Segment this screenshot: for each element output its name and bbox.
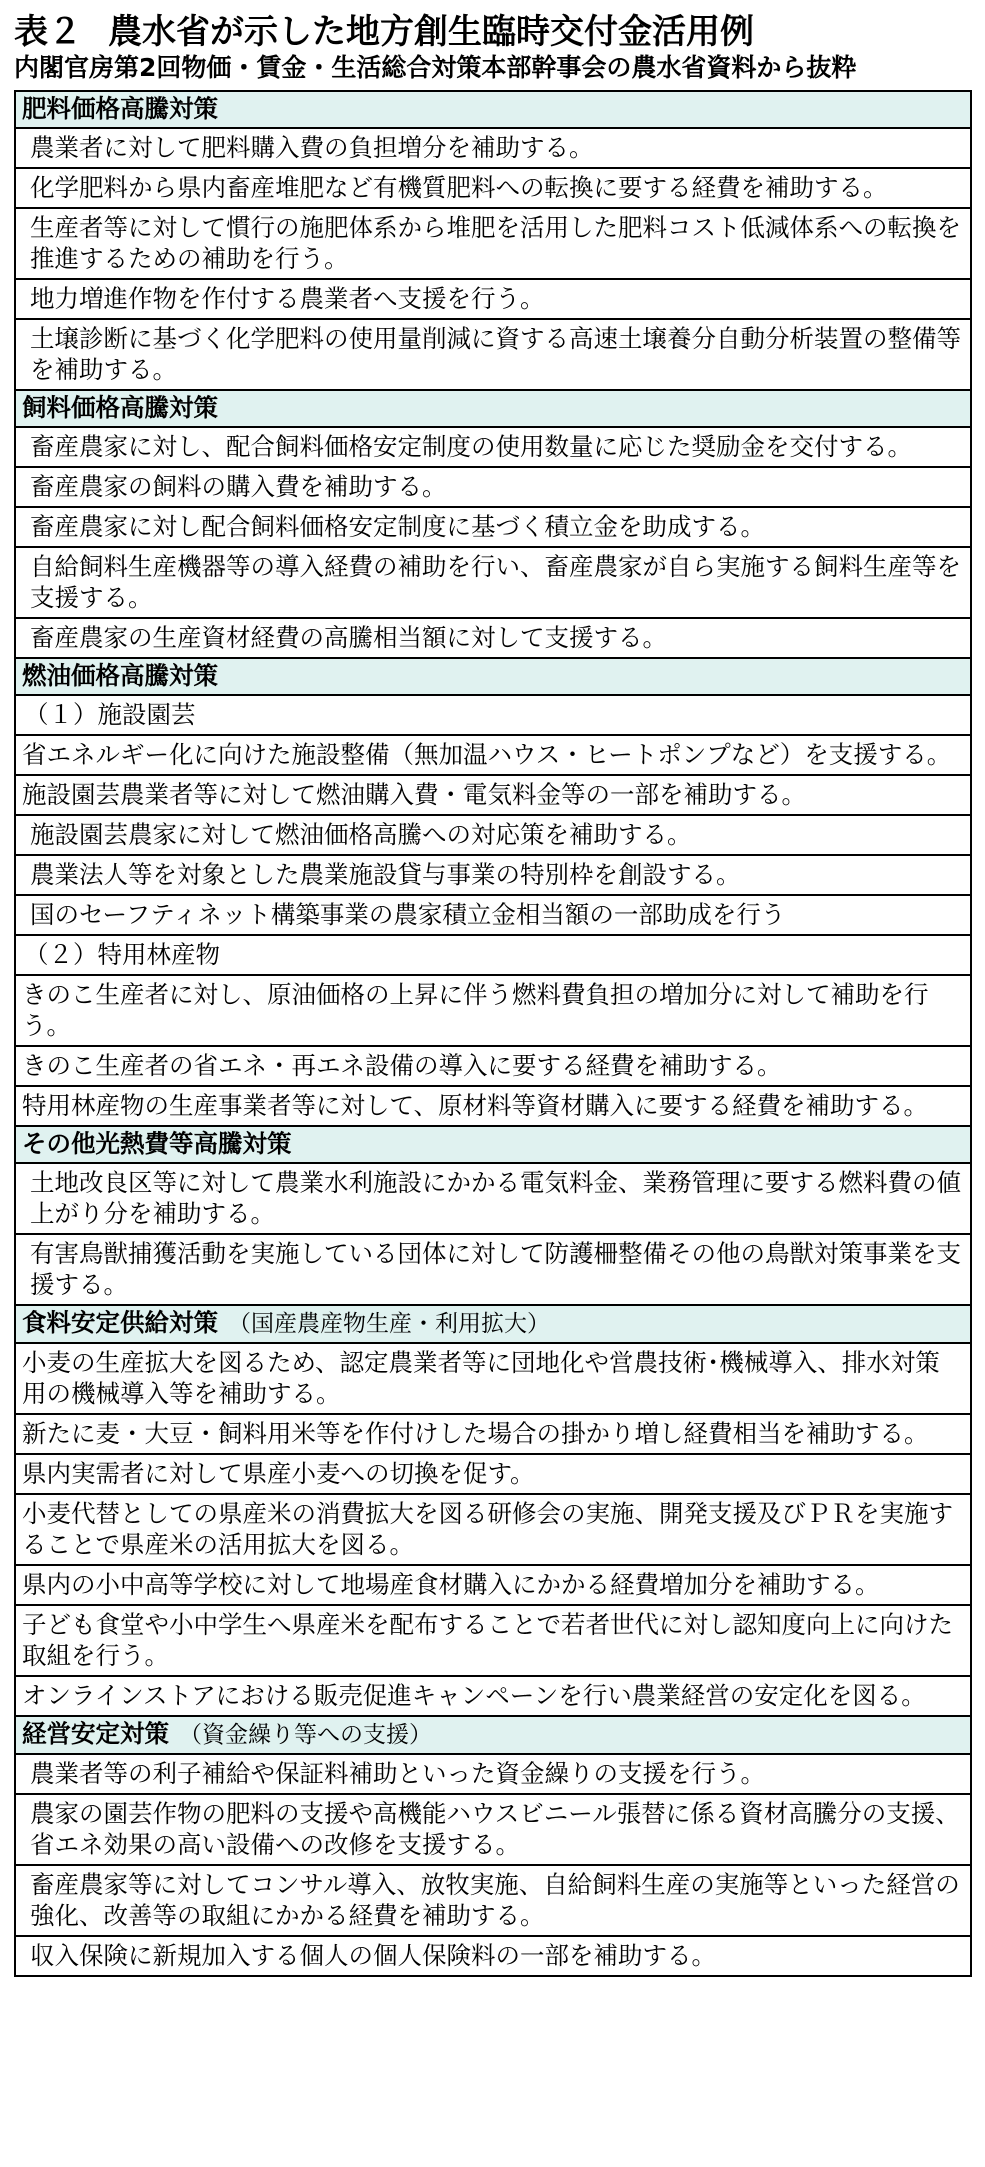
measure-row: 県内実需者に対して県産小麦への切換を促す。 — [16, 1455, 970, 1495]
measure-row: 子ども食堂や小中学生へ県産米を配布することで若者世代に対し認知度向上に向けた取組を行う。 — [16, 1606, 970, 1677]
section-heading — [16, 1306, 970, 1344]
measure-row: 畜産農家等に対してコンサル導入、放牧実施、自給飼料生産の実施等といった経営の強化、改善等の取組にかかる経費を補助する。 — [16, 1866, 970, 1937]
measure-row: 県内の小中高等学校に対して地場産食材購入にかかる経費増加分を補助する。 — [16, 1566, 970, 1606]
section-heading — [16, 92, 970, 129]
measure-row: 生産者等に対して慣行の施肥体系から堆肥を活用した肥料コスト低減体系への転換を推進するための補助を行う。 — [16, 209, 970, 280]
section-heading-note: （資金繰り等への支援） — [179, 1722, 432, 1748]
subcategory-row: （２）特用林産物 — [16, 936, 970, 976]
table-number: 表２ — [14, 12, 82, 52]
measure-row: きのこ生産者の省エネ・再エネ設備の導入に要する経費を補助する。 — [16, 1047, 970, 1087]
measure-row: 小麦代替としての県産米の消費拡大を図る研修会の実施、開発支援及びＰＲを実施することで県産米の活用拡大を図る。 — [16, 1495, 970, 1566]
measure-row: 農業者等の利子補給や保証料補助といった資金繰りの支援を行う。 — [16, 1755, 970, 1795]
section-heading-text: 肥料価格高騰対策 — [22, 94, 218, 123]
subcategory-row: （１）施設園芸 — [16, 696, 970, 736]
measure-row: オンラインストアにおける販売促進キャンペーンを行い農業経営の安定化を図る。 — [16, 1677, 970, 1717]
measures-table — [14, 90, 972, 1977]
section-heading — [16, 659, 970, 696]
measure-row: 農業者に対して肥料購入費の負担増分を補助する。 — [16, 129, 970, 169]
measure-row: 国のセーフティネット構築事業の農家積立金相当額の一部助成を行う — [16, 896, 970, 936]
measure-row: 特用林産物の生産事業者等に対して、原材料等資材購入に要する経費を補助する。 — [16, 1087, 970, 1127]
measure-row: 化学肥料から県内畜産堆肥など有機質肥料への転換に要する経費を補助する。 — [16, 169, 970, 209]
table-title — [14, 12, 971, 52]
section-heading-text: 食料安定供給対策 — [22, 1308, 218, 1337]
measure-row: 施設園芸農家に対して燃油価格高騰への対応策を補助する。 — [16, 816, 970, 856]
measure-row: 地力増進作物を作付する農業者へ支援を行う。 — [16, 280, 970, 320]
measure-row: 収入保険に新規加入する個人の個人保険料の一部を補助する。 — [16, 1937, 970, 1977]
measure-row: 畜産農家に対し、配合飼料価格安定制度の使用数量に応じた奨励金を交付する。 — [16, 428, 970, 468]
section-heading-text: 経営安定対策 — [22, 1719, 169, 1748]
section-heading — [16, 391, 970, 428]
section-heading-text: 燃油価格高騰対策 — [22, 661, 218, 690]
measure-row: 小麦の生産拡大を図るため、認定農業者等に団地化や営農技術･機械導入、排水対策用の機械導入等を補助する。 — [16, 1344, 970, 1415]
table-subtitle: 内閣官房第2回物価・賃金・生活総合対策本部幹事会の農水省資料から抜粋 — [14, 53, 857, 82]
measure-row: 土壌診断に基づく化学肥料の使用量削減に資する高速土壌養分自動分析装置の整備等を補助する。 — [16, 320, 970, 391]
measure-row: 畜産農家の生産資材経費の高騰相当額に対して支援する。 — [16, 619, 970, 659]
section-heading — [16, 1127, 970, 1164]
measure-row: 省エネルギー化に向けた施設整備（無加温ハウス・ヒートポンプなど）を支援する。 — [16, 736, 970, 776]
measure-row: 施設園芸農業者等に対して燃油購入費・電気料金等の一部を補助する。 — [16, 776, 970, 816]
measure-row: 新たに麦・大豆・飼料用米等を作付けした場合の掛かり増し経費相当を補助する。 — [16, 1415, 970, 1455]
section-heading-text: その他光熱費等高騰対策 — [22, 1129, 292, 1158]
table-title-text: 農水省が示した地方創生臨時交付金活用例 — [108, 12, 754, 52]
section-heading-note: （国産農産物生産・利用拡大） — [228, 1311, 550, 1337]
measure-row: 畜産農家の飼料の購入費を補助する。 — [16, 468, 970, 508]
section-heading — [16, 1717, 970, 1755]
measure-row: きのこ生産者に対し、原油価格の上昇に伴う燃料費負担の増加分に対して補助を行う。 — [16, 976, 970, 1047]
measure-row: 畜産農家に対し配合飼料価格安定制度に基づく積立金を助成する。 — [16, 508, 970, 548]
measure-row: 自給飼料生産機器等の導入経費の補助を行い、畜産農家が自ら実施する飼料生産等を支援する。 — [16, 548, 970, 619]
measure-row: 農業法人等を対象とした農業施設貸与事業の特別枠を創設する。 — [16, 856, 970, 896]
measure-row: 有害鳥獣捕獲活動を実施している団体に対して防護柵整備その他の鳥獣対策事業を支援する。 — [16, 1235, 970, 1306]
measure-row: 農家の園芸作物の肥料の支援や高機能ハウスビニール張替に係る資材高騰分の支援、省エネ効果の高い設備への改修を支援する。 — [16, 1795, 970, 1866]
section-heading-text: 飼料価格高騰対策 — [22, 393, 218, 422]
measure-row: 土地改良区等に対して農業水利施設にかかる電気料金、業務管理に要する燃料費の値上がり分を補助する。 — [16, 1164, 970, 1235]
